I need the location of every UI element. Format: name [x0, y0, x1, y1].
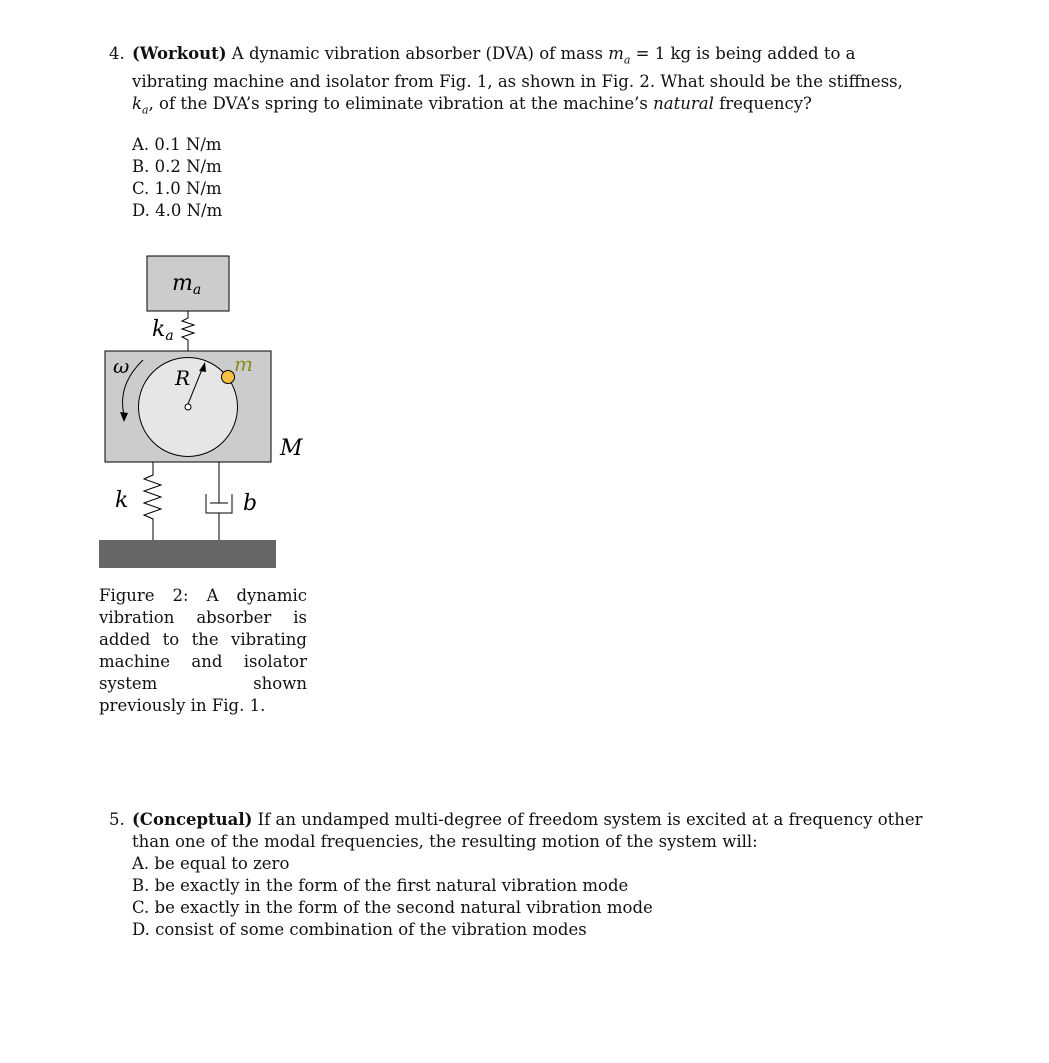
choice-a: A. 0.1 N/m [132, 134, 222, 154]
math-ka: $k_a$ [132, 94, 149, 117]
figure-caption: Figure 2: A dynamic vibration absorber is added to the vibrating machine and isolator system shown previously in Fig. 1. [99, 586, 307, 715]
radius-label: R [175, 366, 191, 390]
omega-label: ω [113, 354, 130, 378]
question-number: 5. [109, 810, 125, 829]
machine-mass-label: M [280, 436, 303, 461]
choice-d: D. 4.0 N/m [132, 200, 223, 220]
choice-a: A. be equal to zero [132, 854, 290, 873]
emphasis-natural: natural [653, 94, 714, 114]
choice-b: B. be exactly in the form of the first natural vibration mode [132, 876, 629, 895]
question-4 [109, 43, 929, 222]
answer-choices [132, 134, 929, 222]
question-tag: (Workout) [132, 44, 227, 63]
absorber-mass-label: ma [172, 271, 202, 298]
math-ma: $m_a$ [608, 44, 631, 67]
rotor-center [185, 404, 191, 410]
question-5 [109, 809, 929, 941]
absorber-spring-label: ka [152, 317, 174, 344]
choice-d: D. consist of some combination of the vibration modes [132, 920, 587, 939]
question-number: 4. [109, 44, 125, 63]
eccentric-mass-label: m [234, 352, 253, 376]
question-text: (Conceptual) If an undamped multi-degree of freedom system is excited at a frequency other than one of the modal frequencies, the resulting motion of the system will: [132, 810, 923, 851]
question-text: (Workout) A dynamic vibration absorber (DVA) of mass $m_a = 1$ kg is being added to a vibrating machine and isolator from Fig. 1, as shown in Fig. 2. What should be the stiffness, $k_a$, of the DVA’s spring to eliminate vibration at the machine’s natural frequency? [132, 44, 903, 117]
eccentric-mass [222, 371, 235, 384]
answer-choices [132, 853, 929, 941]
choice-c: C. be exactly in the form of the second natural vibration mode [132, 898, 653, 917]
choice-c: C. 1.0 N/m [132, 178, 222, 198]
question-tag: (Conceptual) [132, 810, 253, 829]
choice-b: B. 0.2 N/m [132, 156, 222, 176]
damper-label: b [243, 491, 258, 516]
isolator-spring-label: k [115, 488, 129, 513]
figure-2-diagram [90, 250, 320, 580]
absorber-spring [182, 311, 194, 351]
ground [99, 540, 276, 568]
isolator-spring [144, 462, 161, 540]
